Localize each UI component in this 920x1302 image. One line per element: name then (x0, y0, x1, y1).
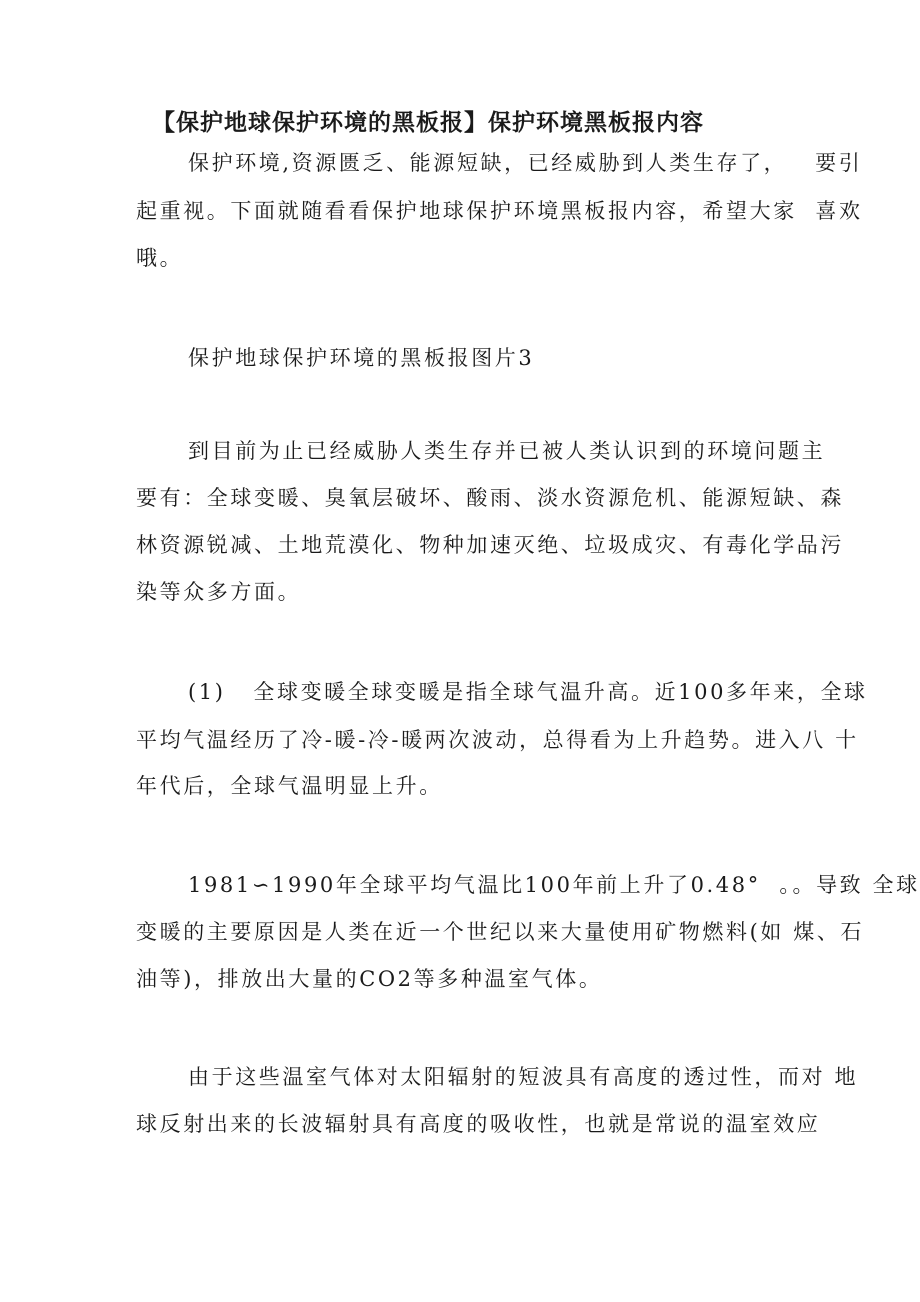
text-line: 球反射出来的长波辐射具有高度的吸收性，也就是常说的温室效应 (136, 1112, 821, 1136)
text-line: 哦。 (136, 246, 184, 270)
image-caption: 保护地球保护环境的黑板报图片3 (188, 346, 535, 370)
text-line: 林资源锐减、土地荒漠化、物种加速灭绝、垃圾成灾、有毒化学品污 (136, 533, 844, 557)
text-line: (1) 全球变暖全球变暖是指全球气温升高。近100多年来，全球 (188, 680, 868, 704)
text-line: 变暖的主要原因是人类在近一个世纪以来大量使用矿物燃料(如 煤、石 (136, 920, 865, 944)
text-line: 染等众多方面。 (136, 580, 302, 604)
text-line: 要有：全球变暖、臭氧层破坏、酸雨、淡水资源危机、能源短缺、森 (136, 486, 844, 510)
text-line: 保护环境,资源匮乏、能源短缺，已经威胁到人类生存了， 要引 (188, 151, 863, 175)
text-line: 由于这些温室气体对太阳辐射的短波具有高度的透过性，而对 地 (188, 1065, 859, 1089)
text-line: 起重视。下面就随看看保护地球保护环境黑板报内容，希望大家 喜欢 (136, 199, 863, 223)
text-line: 平均气温经历了冷-暖-冷-暖两次波动，总得看为上升趋势。进入八 十 (136, 728, 859, 752)
text-line: 年代后，全球气温明显上升。 (136, 774, 443, 798)
text-line: 到目前为止已经威胁人类生存并已被人类认识到的环境问题主 (188, 439, 826, 463)
text-line: 油等)，排放出大量的CO2等多种温室气体。 (136, 967, 603, 991)
text-line: 1981∽1990年全球平均气温比100年前上升了0.48° 。。导致 全球 (188, 873, 920, 897)
document-title: 【保护地球保护环境的黑板报】保护环境黑板报内容 (152, 110, 704, 136)
